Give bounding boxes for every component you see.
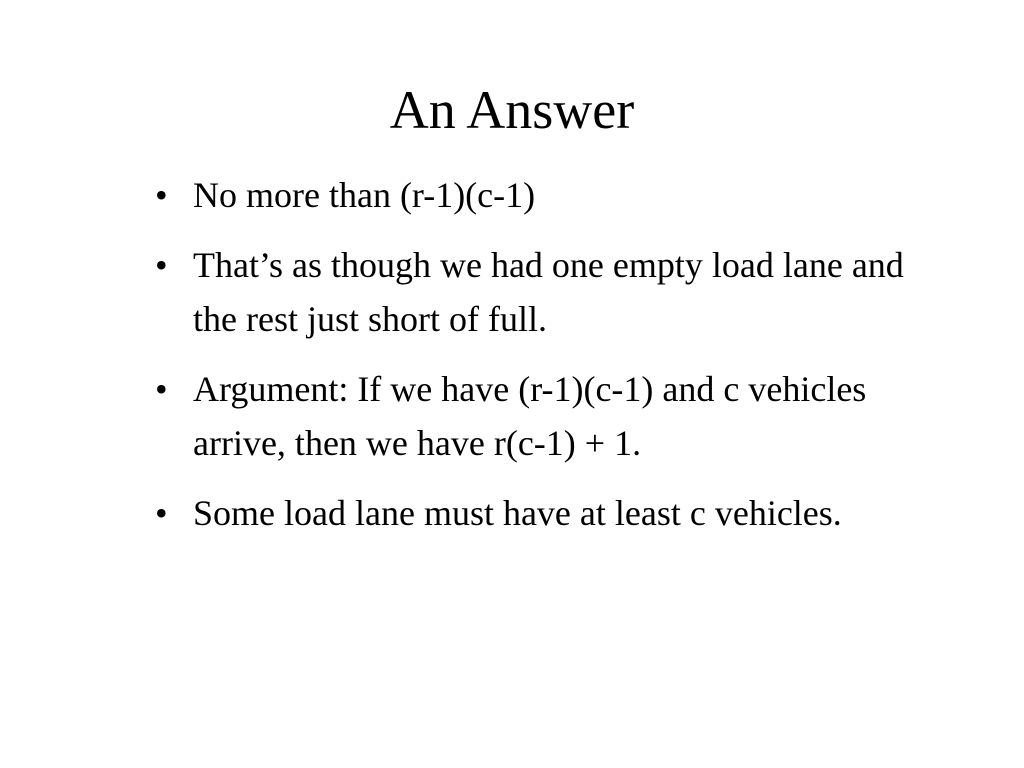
- bullet-list: [155, 168, 955, 556]
- bullet-dot-icon: •: [155, 369, 168, 409]
- bullet-text: That’s as though we had one empty load lane and the rest just short of full.: [193, 245, 904, 339]
- bullet-dot-icon: •: [155, 245, 168, 285]
- bullet-dot-icon: •: [155, 175, 168, 215]
- bullet-item: [155, 362, 955, 470]
- slide-title: An Answer: [389, 80, 635, 140]
- bullet-item: [155, 168, 955, 222]
- bullet-dot-icon: •: [155, 493, 168, 533]
- bullet-item: [155, 486, 955, 540]
- bullet-text: No more than (r-1)(c-1): [193, 175, 536, 215]
- bullet-text: Argument: If we have (r-1)(c-1) and c vehicles arrive, then we have r(c-1) + 1.: [193, 369, 867, 463]
- bullet-item: [155, 238, 955, 346]
- bullet-text: Some load lane must have at least c vehicles.: [193, 493, 842, 533]
